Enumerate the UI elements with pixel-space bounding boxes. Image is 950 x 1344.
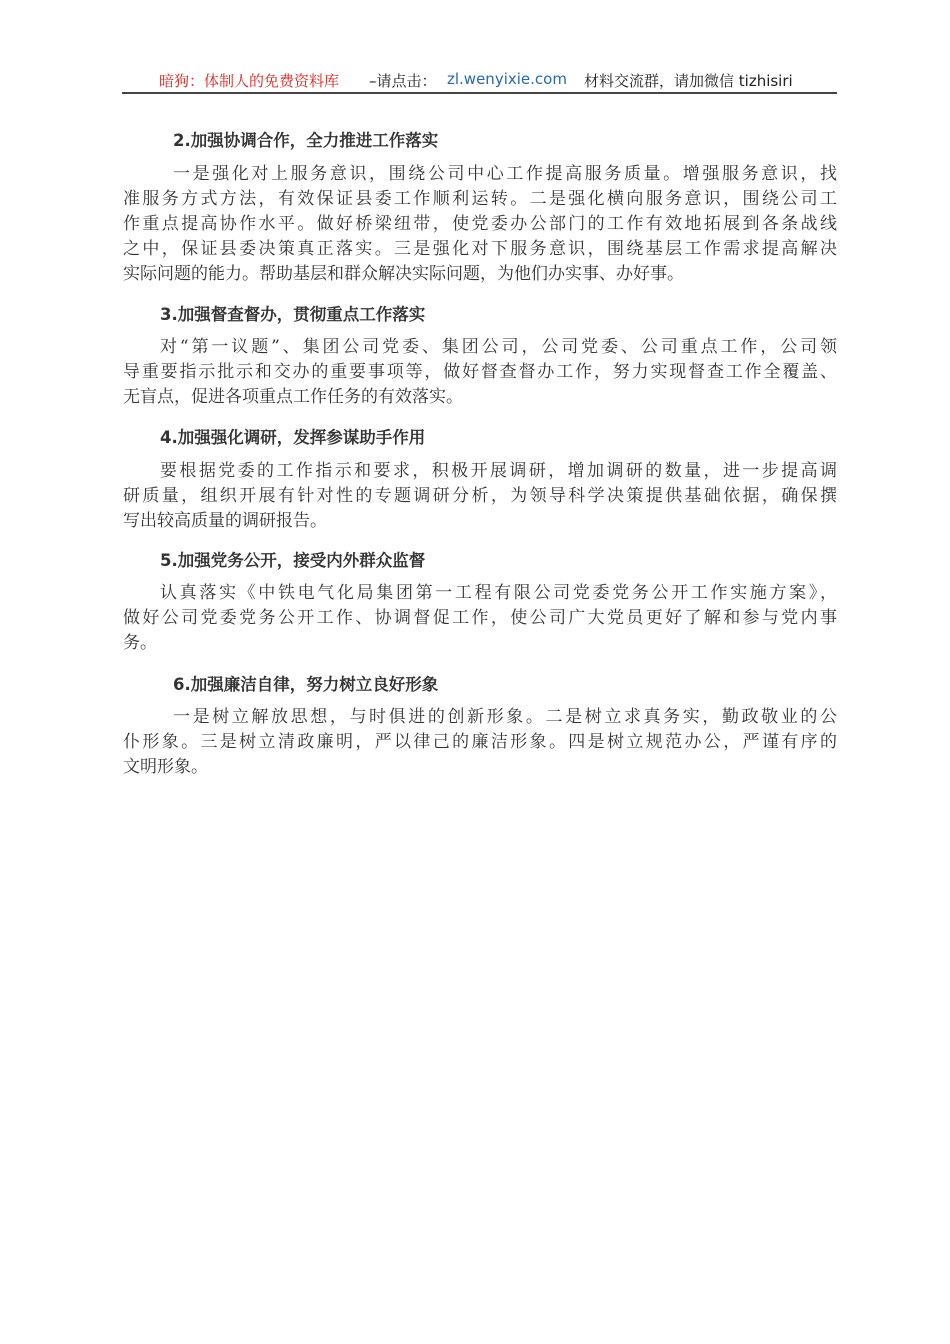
paragraph-line: 作重点提高协作水平。做好桥梁纽带，使党委办公部门的工作有效地拓展到各条战线 [123,214,837,234]
paragraph-line: 无盲点，促进各项重点工作任务的有效落实。 [123,387,463,407]
paragraph-line: 实际问题的能力。帮助基层和群众解决实际问题，为他们办实事、办好事。 [123,264,684,284]
section-heading: 2.加强协调合作，全力推进工作落实 [173,131,439,150]
paragraph-line: 研质量，组织开展有针对性的专题调研分析，为领导科学决策提供基础依据，确保撰 [123,486,837,506]
header-brand: 暗狗：体制人的免费资料库 [159,72,340,90]
header-click-prompt: –请点击： [369,72,437,90]
page-header [122,70,837,92]
paragraph-line: 导重要指示批示和交办的重要事项等，做好督查督办工作，努力实现督查工作全覆盖、 [123,362,837,382]
section-paragraph [123,335,837,410]
paragraph-line: 对“第一议题”、集团公司党委、集团公司，公司党委、公司重点工作，公司领 [160,337,837,357]
paragraph-line: 准服务方式方法，有效保证县委工作顺利运转。二是强化横向服务意识，围绕公司工 [123,189,837,209]
paragraph-line: 做好公司党委党务公开工作、协调督促工作，使公司广大党员更好了解和参与党内事 [123,608,837,628]
section-paragraph [123,705,837,780]
paragraph-line: 认真落实《中铁电气化局集团第一工程有限公司党委党务公开工作实施方案》， [160,583,837,603]
paragraph-line: 一是树立解放思想，与时俱进的创新形象。二是树立求真务实，勤政敬业的公 [173,707,837,727]
section-heading: 5.加强党务公开，接受内外群众监督 [160,551,426,570]
paragraph-line: 仆形象。三是树立清政廉明，严以律己的廉洁形象。四是树立规范办公，严谨有序的 [123,732,837,752]
header-divider [122,92,837,94]
section-paragraph [123,162,837,287]
paragraph-line: 务。 [123,633,157,653]
paragraph-line: 之中，保证县委决策真正落实。三是强化对下服务意识，围绕基层工作需求提高解决 [123,239,837,259]
section-heading: 4.加强强化调研，发挥参谋助手作用 [160,428,426,447]
paragraph-line: 写出较高质量的调研报告。 [123,511,327,531]
section-paragraph [123,459,837,534]
header-url-link[interactable]: zl.wenyixie.com [447,70,567,88]
paragraph-line: 要根据党委的工作指示和要求，积极开展调研，增加调研的数量，进一步提高调 [160,461,837,481]
paragraph-line: 一是强化对上服务意识，围绕公司中心工作提高服务质量。增强服务意识，找 [173,164,837,184]
section-paragraph [123,581,837,656]
section-heading: 3.加强督查督办，贯彻重点工作落实 [160,305,426,324]
section-heading: 6.加强廉洁自律，努力树立良好形象 [173,675,439,694]
paragraph-line: 文明形象。 [123,757,208,777]
header-wechat: 材料交流群，请加微信 tizhisiri [584,72,793,90]
